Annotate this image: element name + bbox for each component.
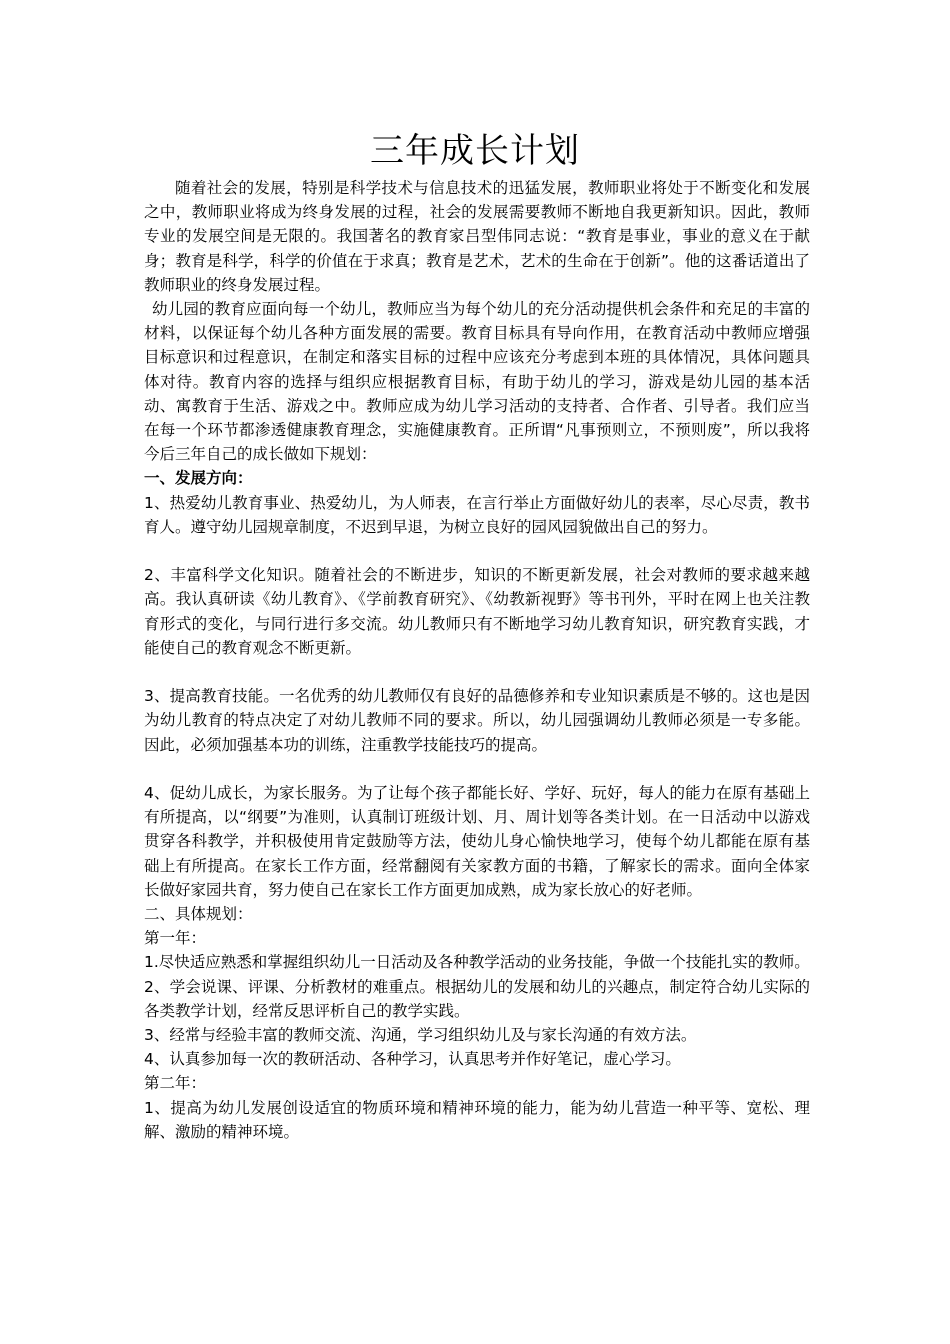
year-1-item-2: 2、学会说课、评课、分析教材的难重点。根据幼儿的发展和幼儿的兴趣点，制定符合幼儿实际的各类教学计划，经常反思评析自己的教学实践。	[144, 977, 810, 1020]
year-2-item-1: 1、提高为幼儿发展创设适宜的物质环境和精神环境的能力，能为幼儿营造一种平等、宽松、理解、激励的精神环境。	[144, 1098, 810, 1141]
direction-item-4: 4、促幼儿成长，为家长服务。为了让每个孩子都能长好、学好、玩好，每人的能力在原有基础上有所提高，以“纲要”为准则，认真制订班级计划、月、周计划等各类计划。在一日活动中以游戏贯穿各科教学，并积极使用肯定鼓励等方法，使幼儿身心愉快地学习，使每个幼儿都能在原有基础上有所提高。在家长工作方面，经常翻阅有关家教方面的书籍，了解家长的需求。面向全体家长做好家园共育，努力使自己在家长工作方面更加成熟，成为家长放心的好老师。	[144, 784, 810, 899]
intro-paragraph-1: 随着社会的发展，特别是科学技术与信息技术的迅猛发展，教师职业将处于不断变化和发展之中，教师职业将成为终身发展的过程，社会的发展需要教师不断地自我更新知识。因此，教师专业的发展空间是无限的。我国著名的教育家吕型伟同志说：“教育是事业，事业的意义在于献身；教育是科学，科学的价值在于求真；教育是艺术，艺术的生命在于创新”。他的这番话道出了教师职业的终身发展过程。	[144, 179, 810, 294]
year-1-item-1: 1.尽快适应熟悉和掌握组织幼儿一日活动及各种教学活动的业务技能，争做一个技能扎实的教师。	[144, 953, 810, 972]
section-heading-direction: 一、发展方向：	[144, 469, 253, 488]
intro-paragraph-2: 幼儿园的教育应面向每一个幼儿，教师应当为每个幼儿的充分活动提供机会条件和充足的丰富的材料，以保证每个幼儿各种方面发展的需要。教育目标具有导向作用，在教育活动中教师应增强目标意识和过程意识，在制定和落实目标的过程中应该充分考虑到本班的具体情况，具体问题具体对待。教育内容的选择与组织应根据教育目标，有助于幼儿的学习，游戏是幼儿园的基本活动、寓教育于生活、游戏之中。教师应成为幼儿学习活动的支持者、合作者、引导者。我们应当在每一个环节都渗透健康教育理念，实施健康教育。正所谓“凡事预则立，不预则废”，所以我将今后三年自己的成长做如下规划：	[144, 300, 810, 464]
year-1-item-3: 3、经常与经验丰富的教师交流、沟通，学习组织幼儿及与家长沟通的有效方法。	[144, 1026, 697, 1045]
document-body	[144, 176, 810, 1144]
direction-item-3: 3、提高教育技能。一名优秀的幼儿教师仅有良好的品德修养和专业知识素质是不够的。这也是因为幼儿教育的特点决定了对幼儿教师不同的要求。所以，幼儿园强调幼儿教师必须是一专多能。因此，必须加强基本功的训练，注重教学技能技巧的提高。	[144, 687, 810, 754]
direction-item-2: 2、丰富科学文化知识。随着社会的不断进步，知识的不断更新发展，社会对教师的要求越来越高。我认真研读《幼儿教育》、《学前教育研究》、《幼教新视野》等书刊外，平时在网上也关注教育形式的变化，与同行进行多交流。幼儿教师只有不断地学习幼儿教育知识，研究教育实践，才能使自己的教育观念不断更新。	[144, 566, 810, 657]
year-1-item-4: 4、认真参加每一次的教研活动、各种学习，认真思考并作好笔记，虚心学习。	[144, 1050, 681, 1069]
direction-item-1: 1、热爱幼儿教育事业、热爱幼儿，为人师表，在言行举止方面做好幼儿的表率，尽心尽责，教书育人。遵守幼儿园规章制度，不迟到早退，为树立良好的园风园貌做出自己的努力。	[144, 493, 810, 536]
year-1-label: 第一年：	[144, 929, 207, 948]
document-title: 三年成长计划	[370, 131, 580, 171]
section-heading-plan: 二、具体规划：	[144, 905, 253, 924]
year-2-label: 第二年：	[144, 1074, 207, 1093]
